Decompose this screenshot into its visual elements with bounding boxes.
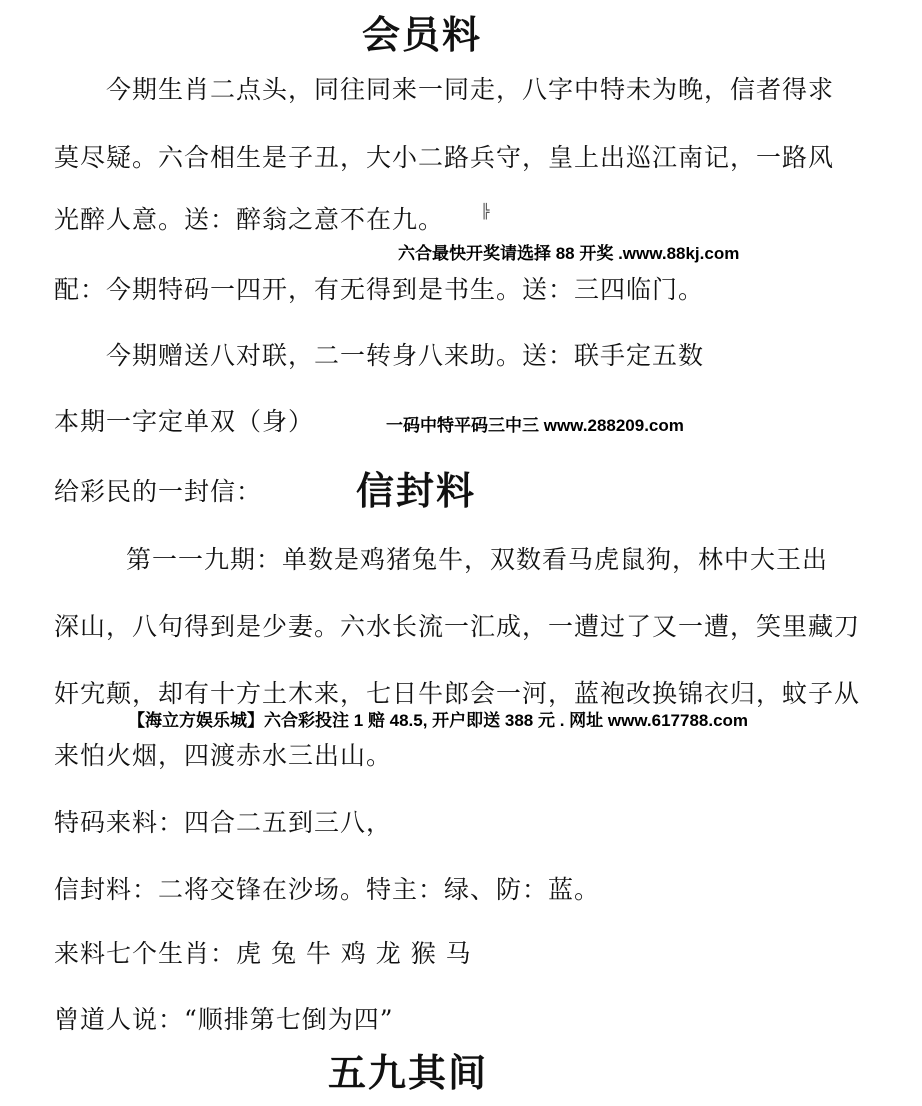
stray-mark: ╠ — [481, 204, 490, 220]
ad-link-88kj[interactable]: 六合最快开奖请选择 88 开奖 .www.88kj.com — [398, 244, 740, 263]
text-line: 深山，八句得到是少妻。六水长流一汇成，一遭过了又一遭，笑里藏刀 — [54, 612, 861, 641]
text-line: 第一一九期：单数是鸡猪兔牛，双数看马虎鼠狗，林中大王出 — [126, 545, 829, 574]
text-line: 奸宄颠，却有十方土木来，七日牛郎会一河，蓝袍改换锦衣归，蚊子从 — [54, 679, 861, 708]
text-line: 本期一字定单双（身） — [54, 407, 315, 436]
text-line: 曾道人说：“顺排第七倒为四” — [54, 1005, 394, 1034]
text-line: 配：今期特码一四开，有无得到是书生。送：三四临门。 — [54, 275, 705, 304]
text-line: 今期生肖二点头，同往同来一同走，八字中特未为晚，信者得求 — [106, 75, 835, 104]
title-bottom: 五九其间 — [328, 1050, 489, 1095]
title-member: 会员料 — [362, 12, 483, 57]
text-line: 来怕火烟，四渡赤水三出山。 — [54, 741, 393, 770]
text-line: 莫尽疑。六合相生是子丑，大小二路兵守，皇上出巡江南记，一路风 — [54, 143, 835, 172]
text-line: 给彩民的一封信： — [54, 477, 263, 506]
ad-link-288209[interactable]: 一码中特平码三中三 www.288209.com — [386, 416, 684, 435]
ad-link-617788[interactable]: 【海立方娱乐城】六合彩投注 1 赔 48.5, 开户即送 388 元 . 网址 www.617788.com — [128, 711, 749, 730]
title-envelope: 信封料 — [356, 468, 477, 513]
text-line: 来料七个生肖：虎 兔 牛 鸡 龙 猴 马 — [54, 939, 472, 968]
text-line: 光醉人意。送：醉翁之意不在九。 — [54, 205, 445, 234]
text-line: 信封料：二将交锋在沙场。特主：绿、防：蓝。 — [54, 875, 601, 904]
text-line: 特码来料：四合二五到三八， — [54, 808, 393, 837]
text-line: 今期赠送八对联，二一转身八来助。送：联手定五数 — [106, 341, 705, 370]
